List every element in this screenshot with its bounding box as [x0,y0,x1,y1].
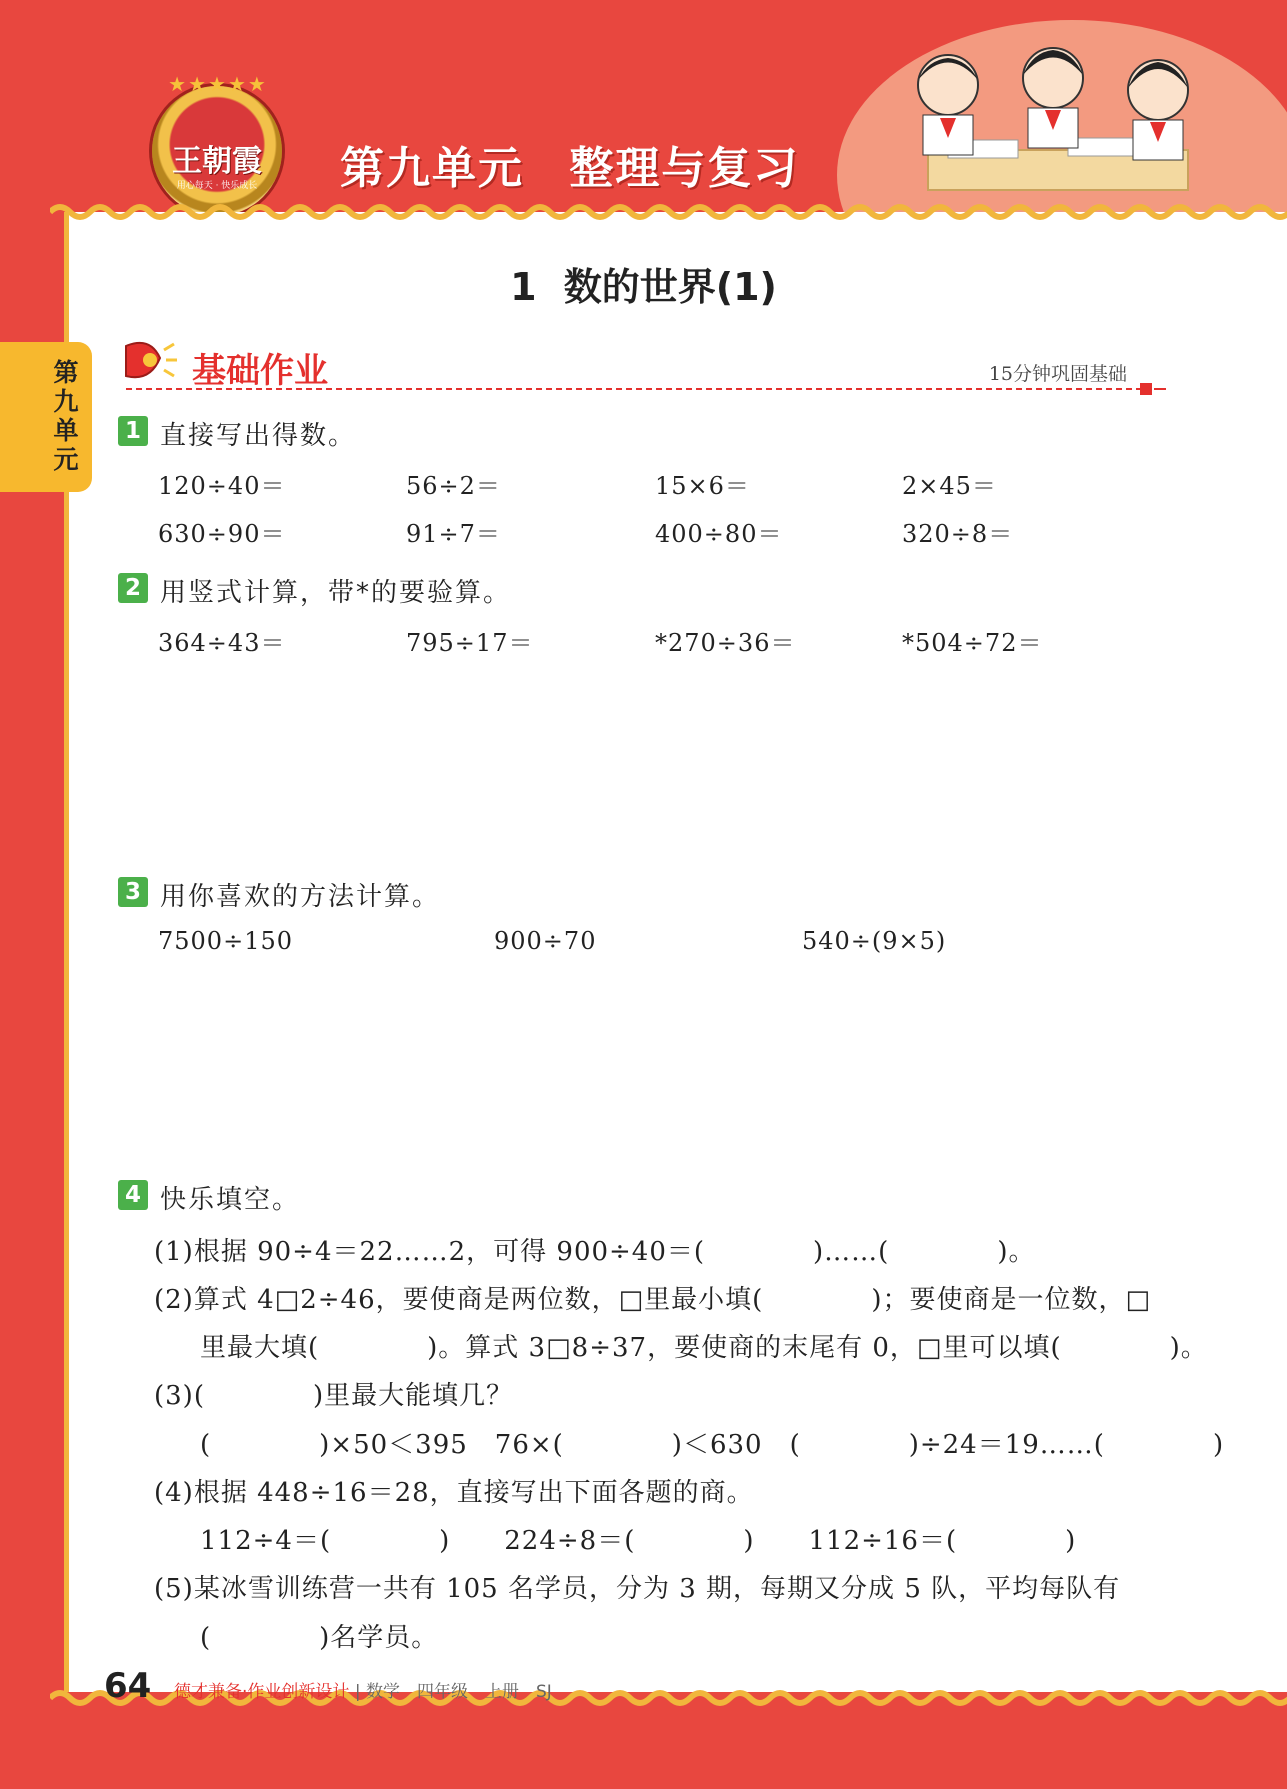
question-3-number: 3 [118,877,148,907]
q1-expr: 120÷40＝ [158,472,286,500]
question-2-text: 用竖式计算，带*的要验算。 [160,578,512,608]
q4-line: ( )×50＜395 76×( )＜630 ( )÷24＝19……( ) [200,1430,1225,1460]
top-wave-border [50,198,1287,222]
question-3-text: 用你喜欢的方法计算。 [160,882,441,912]
lesson-title: 1 数的世界(1) [510,265,777,309]
q1-expr: 56÷2＝ [406,472,501,500]
footer-brand: 德才兼备·作业创新设计 [174,1682,350,1702]
q1-expr: 630÷90＝ [158,520,286,548]
q1-expr: 2×45＝ [902,472,997,500]
q3-expr: 540÷(9×5) [802,927,947,955]
q2-expr: *504÷72＝ [902,629,1043,657]
logo-ring-text: 用心每天 · 快乐成长 [176,181,258,191]
unit-title: 第九单元 整理与复习 [340,143,800,194]
question-2-number: 2 [118,573,148,603]
q4-line: (4)根据 448÷16＝28，直接写出下面各题的商。 [154,1478,754,1508]
q4-line: 里最大填( )。算式 3□8÷37，要使商的末尾有 0，□里可以填( )。 [200,1333,1208,1363]
q3-expr: 900÷70 [494,927,597,955]
q1-expr: 91÷7＝ [406,520,501,548]
q3-expr: 7500÷150 [158,927,293,955]
q2-expr: 364÷43＝ [158,629,286,657]
q2-expr: *270÷36＝ [655,629,796,657]
side-tab-label: 第九单元 [53,358,79,474]
question-1-number: 1 [118,416,148,446]
question-4-number: 4 [118,1180,148,1210]
q4-line: (5)某冰雪训练营一共有 105 名学员，分为 3 期，每期又分成 5 队，平均每队有 [154,1574,1121,1604]
star-icons: ★★★★★ [168,72,268,96]
q4-line: (3)( )里最大能填几？ [154,1381,514,1411]
q4-line: (2)算式 4□2÷46，要使商是两位数，□里最小填( )；要使商是一位数，□ [154,1285,1152,1315]
children-illustration [888,40,1218,210]
logo-name: 王朝霞 [172,144,262,179]
page-number: 64 [104,1666,152,1706]
q4-line: (1)根据 90÷4＝22……2，可得 900÷40＝( )……( )。 [154,1237,1036,1267]
q2-expr: 795÷17＝ [406,629,534,657]
q4-line: ( )名学员。 [200,1623,439,1653]
footer-info: | 数学 四年级 上册 SJ [354,1682,552,1702]
section-title: 基础作业 [192,351,328,391]
question-1-text: 直接写出得数。 [160,421,357,451]
section-note: 15分钟巩固基础 [988,363,1127,385]
footer-text [174,1677,552,1702]
megaphone-icon [120,338,178,384]
q1-expr: 400÷80＝ [655,520,783,548]
divider-end-mark [1140,383,1152,395]
q1-expr: 320÷8＝ [902,520,1014,548]
question-4-text: 快乐填空。 [160,1185,301,1215]
divider-end-line [1154,388,1166,390]
q4-line: 112÷4＝( ) 224÷8＝( ) 112÷16＝( ) [200,1526,1077,1556]
section-divider [126,388,1142,390]
q1-expr: 15×6＝ [655,472,750,500]
